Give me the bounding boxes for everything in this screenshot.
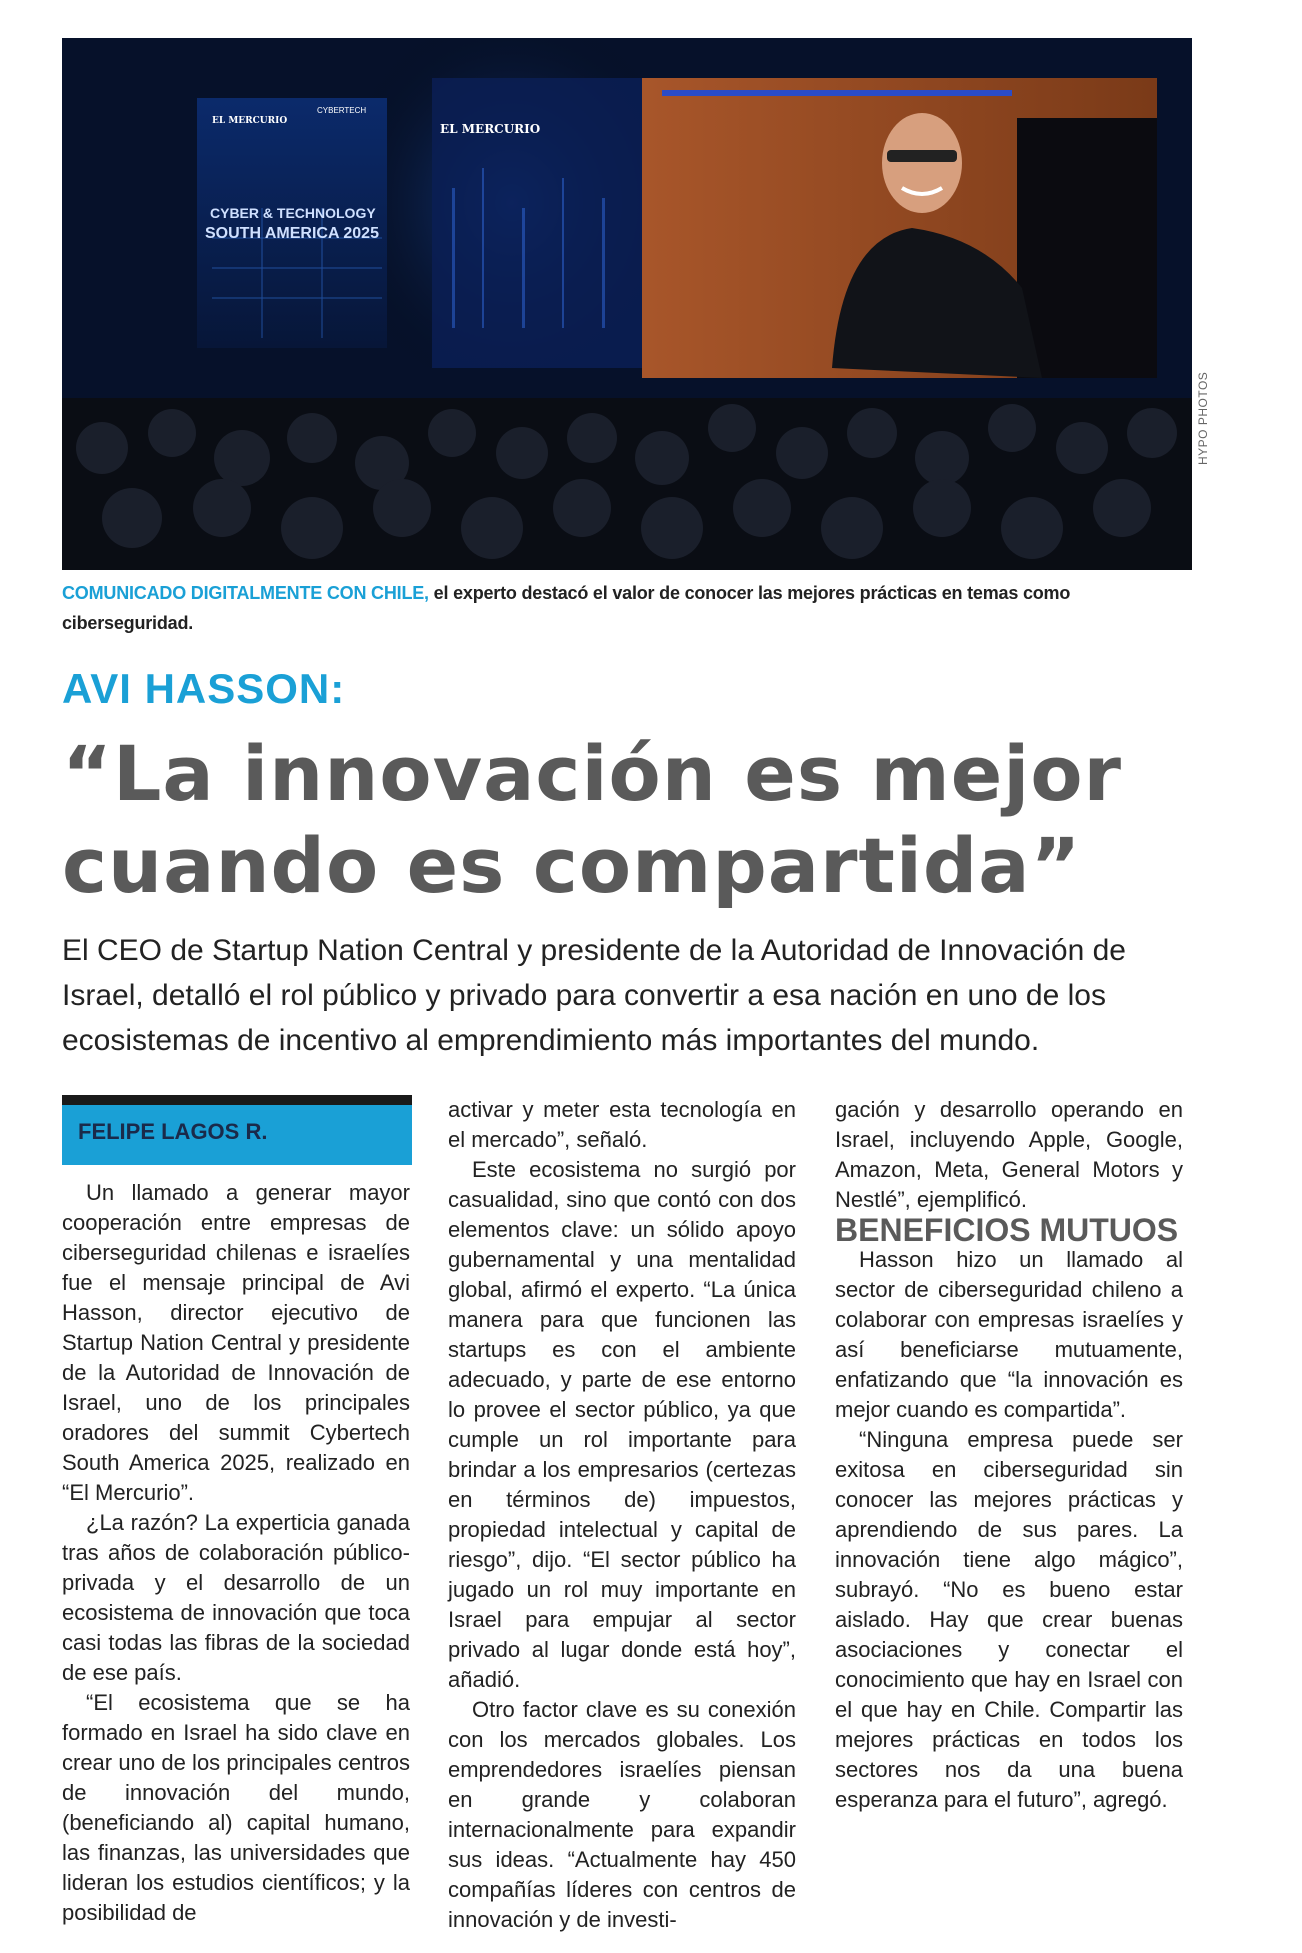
- event-photo: [62, 38, 1192, 570]
- body-column-2: [448, 1095, 796, 1935]
- screen-logo-cybertech: CYBERTECH: [317, 106, 367, 115]
- article-dek: El CEO de Startup Nation Central y presidente de la Autoridad de Innovación de Israel, detalló el rol público y privado para convertir a esa nación en uno de los ecosistemas de incentivo al emprendimiento más importantes del mundo.: [62, 934, 1126, 1057]
- article-kicker: AVI HASSON:: [62, 665, 346, 712]
- photo-caption: [62, 578, 1142, 638]
- body-paragraph: Hasson hizo un llamado al sector de ciberseguridad chileno a colaborar con empresas israelíes y así beneficiarse mutuamente, enfatizando que “la innovación es mejor cuando es compartida”.: [835, 1247, 1183, 1422]
- body-paragraph: “Ninguna empresa puede ser exitosa en ciberseguridad sin conocer las mejores prácticas y aprendiendo de sus pares. La innovación tiene algo mágico”, subrayó. “No es bueno estar aislado. Hay que crear buenas asociaciones y conectar el conocimiento que hay en Israel con el que hay en Chile. Compartir las mejores prácticas en todos los sectores nos da una buena esperanza para el futuro”, agregó.: [835, 1427, 1183, 1812]
- section-subhead: BENEFICIOS MUTUOS: [835, 1212, 1179, 1248]
- screen-logo-mercurio-center: EL MERCURIO: [440, 122, 541, 136]
- screen-logo-mercurio-left: EL MERCURIO: [212, 116, 288, 126]
- body-paragraph: activar y meter esta tecnología en el mercado”, señaló.: [448, 1097, 796, 1152]
- body-paragraph: Otro factor clave es su conexión con los mercados globales. Los emprendedores israelíes piensan en grande y colaboran internacionalmente para expandir sus ideas. “Actualmente hay 450 compañías líderes con centros de innovación y de investi-: [448, 1697, 796, 1932]
- caption-text: el experto destacó el valor de conocer las mejores prácticas en temas como ciberseguridad.: [62, 583, 1071, 633]
- byline-box: [62, 1095, 412, 1165]
- screen-event-name-line2: SOUTH AMERICA 2025: [205, 225, 379, 242]
- event-photo-illustration: [62, 38, 1192, 570]
- left-stage-screen: [197, 98, 387, 348]
- body-column-1: [62, 1178, 410, 1928]
- body-paragraph: gación y desarrollo operando en Israel, incluyendo Apple, Google, Amazon, Meta, General Motors y Nestlé”, ejemplificó.: [835, 1097, 1183, 1212]
- body-paragraph: Este ecosistema no surgió por casualidad, sino que contó con dos elementos clave: un sólido apoyo gubernamental y una mentalidad global, afirmó el experto. “La única manera para que funcionen las startups es con el ambiente adecuado, y parte de ese entorno lo provee el sector público, ya que cumple un rol importante para brindar a los empresarios (certezas en términos de) impuestos, propiedad intelectual y capital de riesgo”, dijo. “El sector público ha jugado un rol muy importante en Israel para empujar al sector privado al lugar donde está hoy”, añadió.: [448, 1157, 796, 1692]
- byline: FELIPE LAGOS R.: [78, 1119, 268, 1144]
- body-paragraph: Un llamado a generar mayor cooperación entre empresas de ciberseguridad chilenas e israelíes fue el mensaje principal de Avi Hasson, director ejecutivo de Startup Nation Central y presidente de la Autoridad de Innovación de Israel, uno de los principales oradores del summit Cybertech South America 2025, realizado en “El Mercurio”.: [62, 1180, 410, 1505]
- article-headline: “La innovación es mejor cuando es compartida”: [62, 729, 1123, 910]
- body-column-3: [835, 1095, 1183, 1815]
- screen-event-name-line1: CYBER & TECHNOLOGY: [210, 205, 376, 221]
- caption-lead: COMUNICADO DIGITALMENTE CON CHILE,: [62, 583, 429, 603]
- body-paragraph: “El ecosistema que se ha formado en Israel ha sido clave en crear uno de los principales centros de innovación del mundo, (beneficiando al) capital humano, las finanzas, las universidades que lideran los estudios científicos; y la posibilidad de: [62, 1690, 410, 1925]
- photo-credit: HYPO PHOTOS: [1196, 371, 1210, 465]
- body-paragraph: ¿La razón? La experticia ganada tras años de colaboración público-privada y el desarrollo de un ecosistema de innovación que toca casi todas las fibras de la sociedad de ese país.: [62, 1510, 410, 1685]
